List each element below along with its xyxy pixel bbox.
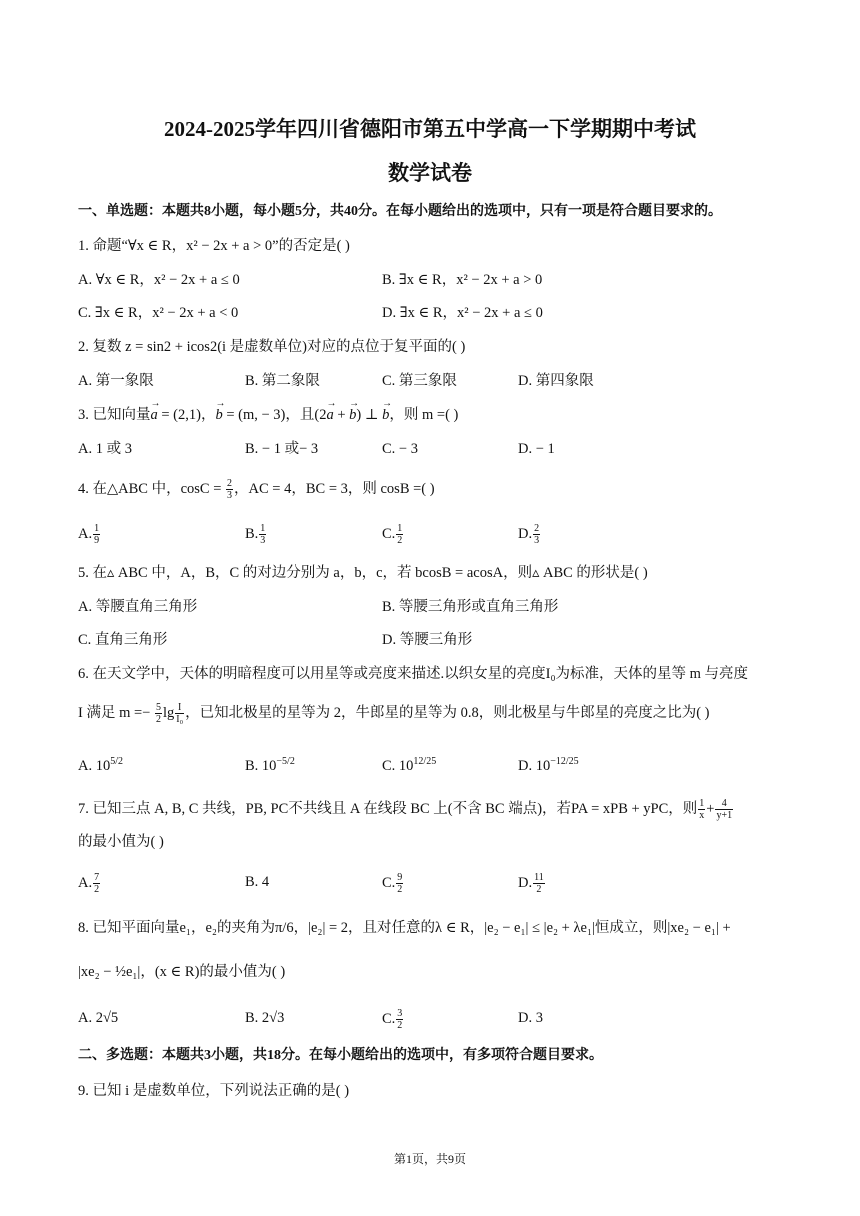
exam-subtitle: 数学试卷 [388,161,472,185]
question-3-option-d: D. − 1 [518,441,555,457]
question-8-option-c: C. $\frac{3}{2}$ [382,1008,403,1031]
question-8-stem-line2: |xe₂ − ½e₁|，(x ∈ R)的最小值为( ) [78,964,286,980]
question-7-stem-line1: 7. 已知三点 A, B, C 共线，PB, PC不共线且 A 在线段 BC 上(不含 BC 端点)，若PA = xPB + yPC，则 $\frac{1}{x}$ + $\frac{4}{y+1}$ [78,798,733,821]
question-3-option-a: A. 1 或 3 [78,441,132,457]
question-4-option-b: B. $\frac{1}{3}$ [245,523,266,546]
question-2-option-d: D. 第四象限 [518,373,594,389]
question-7-option-c: C. $\frac{9}{2}$ [382,872,403,895]
question-7-option-b: B. 4 [245,874,270,890]
question-3-option-b: B. − 1 或− 3 [245,441,319,457]
question-6-option-d: D. $10^{-12/25}$ [518,756,579,774]
question-2-option-a: A. 第一象限 [78,373,154,389]
page-footer: 第1页，共9页 [393,1152,466,1166]
question-7-option-d: D. $\frac{11}{2}$ [518,872,544,895]
question-7-option-a: A. $\frac{7}{2}$ [78,872,100,895]
question-6-option-b: B. $10^{-5/2}$ [245,756,295,774]
question-5-option-d: D. 等腰三角形 [382,632,473,648]
question-2-stem: 2. 复数 z = sin2 + icos2(i 是虚数单位)对应的点位于复平面的( ) [78,339,466,355]
question-5-option-a: A. 等腰直角三角形 [78,599,198,615]
question-4-option-a: A. $\frac{1}{9}$ [78,523,100,546]
question-7-stem-line2: 的最小值为( ) [78,834,164,850]
question-1-option-a: A. ∀x ∈ R，x² − 2x + a ≤ 0 [78,272,240,288]
question-1-option-c: C. ∃x ∈ R，x² − 2x + a < 0 [78,305,239,321]
question-8-stem-line1: 8. 已知平面向量e₁，e₂的夹角为π/6，|e₂| = 2，且对任意的λ ∈ R，|e₂ − e₁| ≤ |e₂ + λe₁|恒成立，则|xe₂ − e₁| + [78,920,731,936]
question-1-option-d: D. ∃x ∈ R，x² − 2x + a ≤ 0 [382,305,543,321]
question-6-option-a: A. $10^{5/2}$ [78,756,124,774]
question-5-stem: 5. 在▵ ABC 中，A，B，C 的对边分别为 a，b，c，若 bcosB = acosA，则▵ ABC 的形状是( ) [78,565,648,581]
question-4-stem: 4. 在△ABC 中，cosC = $\frac{2}{3}$ ，AC = 4，BC = 3，则 cosB =( ) [78,478,435,501]
question-1-option-b: B. ∃x ∈ R，x² − 2x + a > 0 [382,272,543,288]
question-4-option-c: C. $\frac{1}{2}$ [382,523,403,546]
section-heading-single-choice: 一、单选题：本题共8小题，每小题5分，共40分。在每小题给出的选项中，只有一项是符合题目要求的。 [78,204,722,219]
question-8-option-b: B. 2√3 [245,1010,285,1026]
question-9-stem: 9. 已知 i 是虚数单位，下列说法正确的是( ) [78,1083,350,1099]
question-5-option-c: C. 直角三角形 [78,632,168,648]
exam-title: 2024-2025学年四川省德阳市第五中学高一下学期期中考试 [164,117,696,141]
question-3-stem: 3. 已知向量→ a = (2,1)，→ b = (m, − 3)，且(2→ a + → b) ⊥ → b，则 m =( ) [78,405,458,425]
question-6-option-c: C. $10^{12/25}$ [382,756,437,774]
question-8-option-d: D. 3 [518,1010,543,1026]
section-heading-multiple-choice: 二、多选题：本题共3小题，共18分。在每小题给出的选项中，有多项符合题目要求。 [78,1048,603,1063]
question-4-option-d: D. $\frac{2}{3}$ [518,523,540,546]
question-3-option-c: C. − 3 [382,441,418,457]
question-2-option-c: C. 第三象限 [382,373,457,389]
question-8-option-a: A. 2√5 [78,1010,119,1026]
question-6-stem-line1: 6. 在天文学中，天体的明暗程度可以用星等或亮度来描述.以织女星的亮度I₀为标准，天体的星等 m 与亮度 [78,666,749,682]
question-1-stem: 1. 命题“∀x ∈ R，x² − 2x + a > 0”的否定是( ) [78,238,350,254]
question-2-option-b: B. 第二象限 [245,373,320,389]
question-6-stem-line2: I 满足 m =− $\frac{5}{2}$ lg $\frac{I}{\text{I₀}}$ ，已知北极星的星等为 2，牛郎星的星等为 0.8，则北极星与牛郎星的亮度之比为( ) [78,702,710,725]
question-5-option-b: B. 等腰三角形或直角三角形 [382,599,559,615]
